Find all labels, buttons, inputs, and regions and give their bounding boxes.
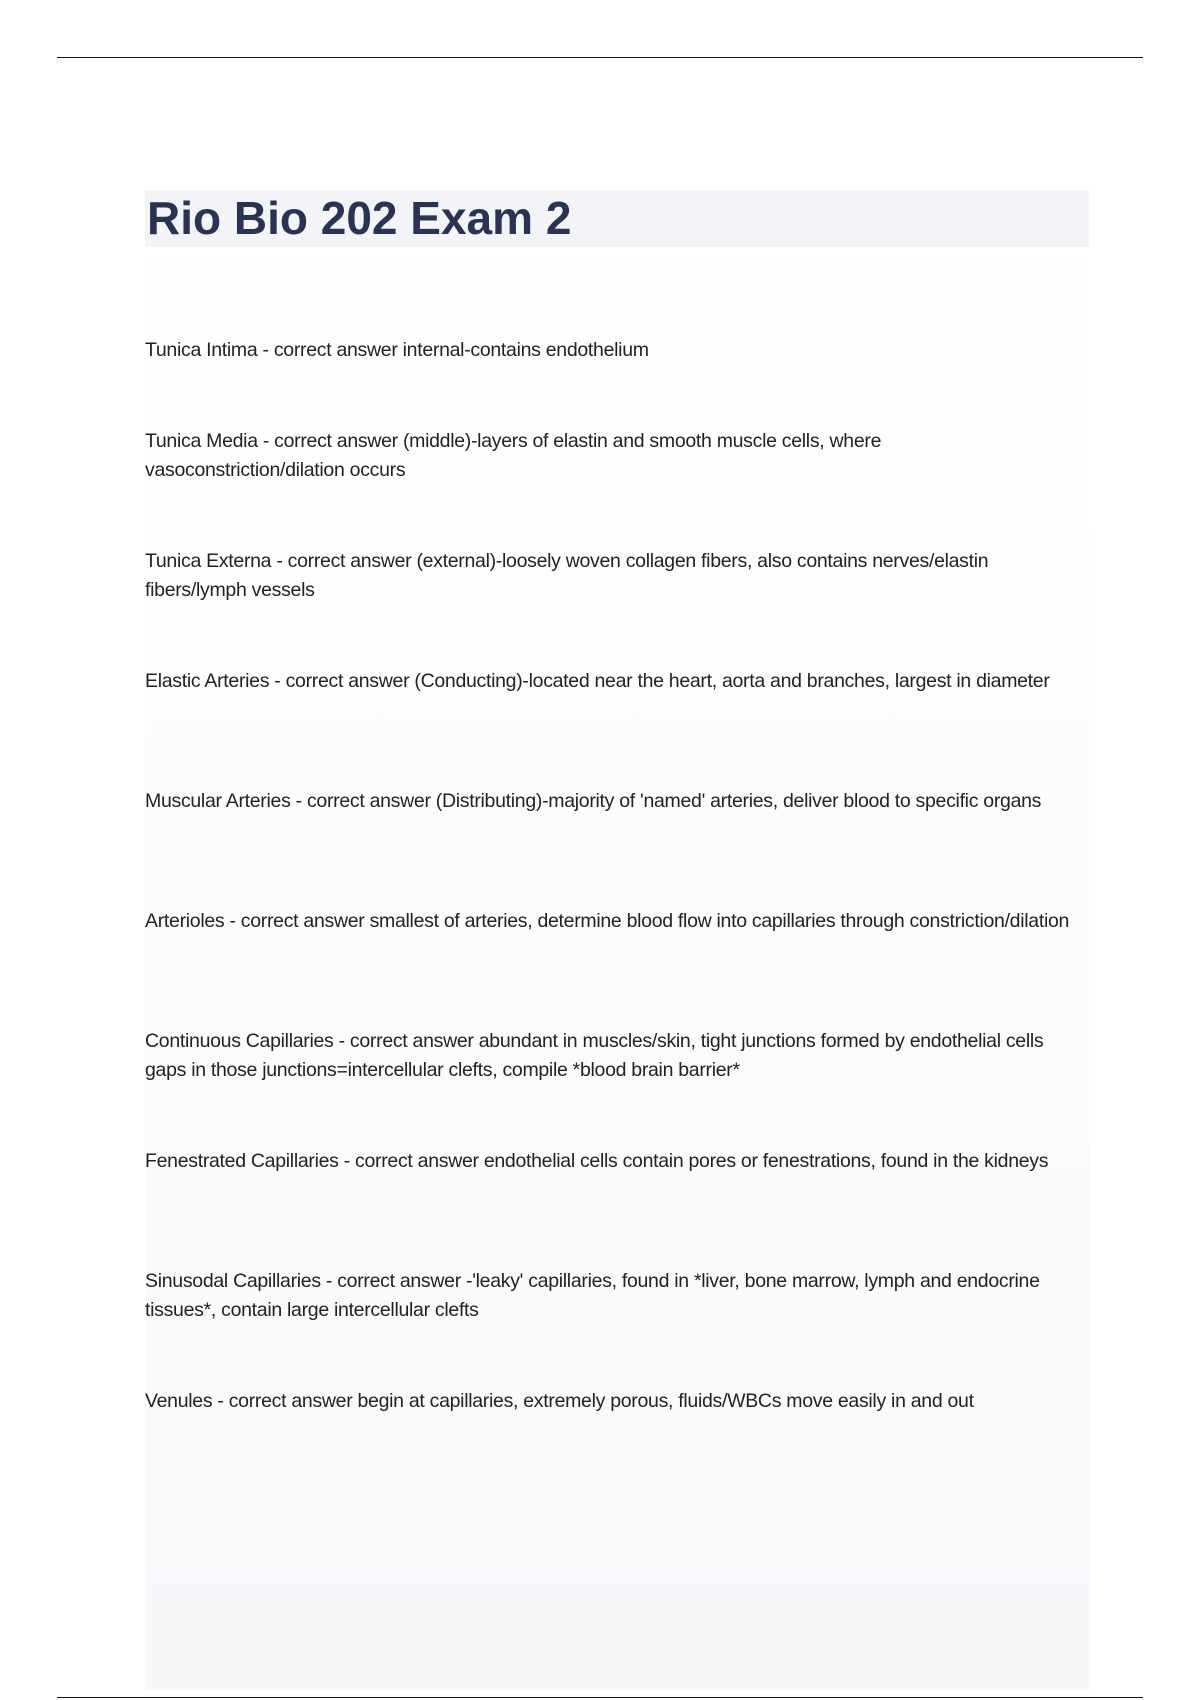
- content-background: [145, 190, 1089, 1690]
- qa-item-tunica-externa: Tunica Externa - correct answer (external)-loosely woven collagen fibers, also contains nerves/elastin fibers/lymph vessels: [145, 550, 989, 601]
- qa-item-continuous-capillaries: Continuous Capillaries - correct answer abundant in muscles/skin, tight junctions formed by endothelial cells gaps in those junctions=intercellular clefts, compile *blood brain barrier*: [145, 1030, 1044, 1081]
- qa-item-tunica-intima: Tunica Intima - correct answer internal-contains endothelium: [145, 339, 649, 361]
- qa-item-venules: Venules - correct answer begin at capillaries, extremely porous, fluids/WBCs move easily in and out: [145, 1390, 974, 1412]
- title-box: [145, 190, 1089, 247]
- qa-item-fenestrated-capillaries: Fenestrated Capillaries - correct answer endothelial cells contain pores or fenestrations, found in the kidneys: [145, 1150, 1049, 1172]
- qa-item-elastic-arteries: Elastic Arteries - correct answer (Conducting)-located near the heart, aorta and branches, largest in diameter: [145, 670, 1050, 692]
- page-title: Rio Bio 202 Exam 2: [147, 192, 572, 244]
- qa-item-muscular-arteries: Muscular Arteries - correct answer (Distributing)-majority of 'named' arteries, deliver blood to specific organs: [145, 790, 1042, 812]
- qa-item-sinusodal-capillaries: Sinusodal Capillaries - correct answer -'leaky' capillaries, found in *liver, bone marrow, lymph and endocrine tissues*, contain large intercellular clefts: [145, 1270, 1040, 1321]
- qa-item-tunica-media: Tunica Media - correct answer (middle)-layers of elastin and smooth muscle cells, where vasoconstriction/dilation occurs: [145, 430, 882, 481]
- qa-item-arterioles: Arterioles - correct answer smallest of arteries, determine blood flow into capillaries through constriction/dilation: [145, 910, 1070, 932]
- bottom-rule: [57, 1697, 1143, 1698]
- top-rule: [57, 57, 1143, 58]
